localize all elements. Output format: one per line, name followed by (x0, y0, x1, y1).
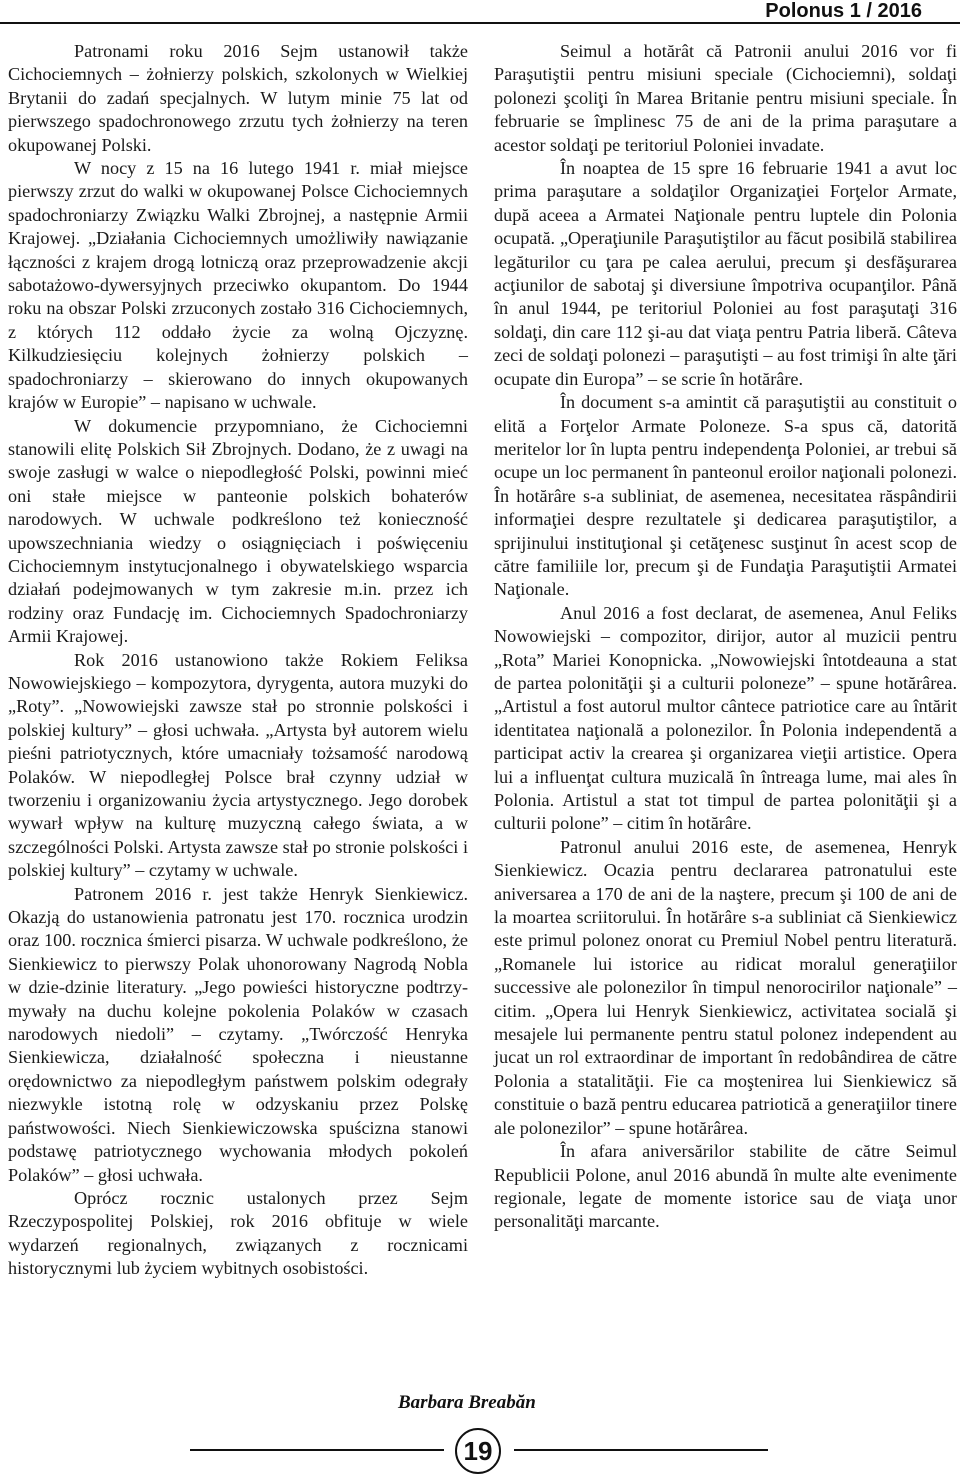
paragraph: În noaptea de 15 spre 16 februarie 1941 a avut loc prima paraşutare a soldaţilor Organizaţiei Forţelor Armate, după aceea a Armatei Naţionale pentru luptele din Polonia ocupată. „Operaţiunile Paraşutiştilor au făcut posibilă stabilirea legăturilor cu ţara pe calea aerului, precum şi desfăşurarea acţiunilor de sabotaj şi diversiune împotriva ocupanţilor. Până în anul 1944, pe teritoriul Poloniei au fost paraşutaţi 316 soldaţi, din care 112 şi-au dat viaţa pentru Patria liberă. Câteva zeci de soldaţi polonezi – paraşutişti – au fost trimişi în alte ţări ocupate din Europa” – se scrie în hotărâre. (494, 158, 957, 389)
paragraph: Seimul a hotărât că Patronii anului 2016 vor fi Paraşutiştii pentru misiuni speciale (Cichociemni), soldaţi polonezi şcoliţi în Marea Britanie pentru misiuni speciale. În februarie se împlinesc 75 de ani de la prima paraşutare a acestor soldaţi pe teritoriul Poloniei invadate. (494, 41, 957, 155)
page-number: 19 (463, 1435, 493, 1466)
romanian-text-column (494, 40, 957, 1234)
paragraph: Rok 2016 ustanowiono także Rokiem Feliksa Nowowiejskiego – kompozytora, dyrygenta, autora muzyki do „Roty”. „Nowowiejski zawsze stał po stronnie polskości i polskiej kultury” – głosi uchwała. „Artysta był autorem wielu pieśni patriotycznych, które umacniały tożsamość narodową Polaków. W niepodległej Polsce brał czynny udział w tworzeniu i organizowaniu życia artystycznego. Jego dorobek wywarł wpływ na kulturę muzyczną całego świata, a w szczególności Polski. Artysta zawsze stał po stronie polskości i polskiej kultury” – czytamy w uchwale. (8, 649, 468, 881)
paragraph: În afara aniversărilor stabilite de către Seimul Republicii Polone, anul 2016 abundă în multe alte evenimente regionale, legate de momente istorice sau de viaţa unor personalităţi marcante. (494, 1141, 957, 1232)
paragraph: Patronul anului 2016 este, de asemenea, Henryk Sienkiewicz. Ocazia pentru declararea patronatului este aniversarea a 170 de ani de la naştere, precum şi 100 de ani de la moartea scriitorului. În hotărâre s-a subliniat că Sienkiewicz este primul polonez onorat cu Premiul Nobel pentru literatură. „Romanele lui istorice au ridicat moralul generaţiilor successive ale polonezilor în timpul nenorocirilor naţionale” – citim. „Opera lui Henryk Sienkiewicz, activitatea socială şi mesajele lui permanente pentru statul polonez independent au jucat un rol extraordinar de important în redobândirea de către Polonia a statalităţii. Fie ca moştenirea lui Sienkiewicz să constituie o bază pentru educarea patriotică a generaţiilor tinere ale polonezilor” – spune hotărârea. (494, 836, 957, 1138)
magazine-issue-title: Polonus 1 / 2016 (765, 0, 922, 22)
author-signature: Barbara Breabăn (398, 1392, 536, 1413)
footer-divider-right (514, 1449, 768, 1451)
paragraph: Oprócz rocznic ustalonych przez Sejm Rzeczypospolitej Polskiej, rok 2016 obfituje w wiele wydarzeń regionalnych, związanych z rocznicami historycznymi lub życiem wybitnych osobistości. (8, 1187, 468, 1279)
paragraph: Anul 2016 a fost declarat, de asemenea, Anul Feliks Nowowiejski – compozitor, dirijor, autor al muzicii pentru „Rota” Mariei Konopnicka. „Nowowiejski întotdeauna a stat de partea polonităţii şi a culturii poloneze” – spune hotărârea. „Artistul a fost autorul multor cântece patriotice care au întărit identitatea naţională a polonezilor. În Polonia independentă a participat activ la crearea şi organizarea vieţii artistice. Opera lui a influenţat cultura muzicală în întreaga lume, mai ales în Polonia. Artistul a stat tot timpul de partea polonităţii şi a culturii polone” – citim în hotărâre. (494, 602, 957, 834)
page-header (0, 0, 960, 26)
header-divider (0, 22, 960, 24)
paragraph: Patronami roku 2016 Sejm ustanowił także Cichociemnych – żołnierzy polskich, szkolonych w Wielkiej Brytanii do zadań specjalnych. W lutym minie 75 lat od pierwszego spadochronowego zrzutu tych żołnierzy na teren okupowanej Polski. (8, 41, 468, 155)
page-number-badge (455, 1428, 501, 1474)
paragraph: În document s-a amintit că paraşutiştii au constituit o elită a Forţelor Armate Poloneze. S-a spus că, datorită meritelor lor în lupta pentru independenţa Poloniei, ar trebui să ocupe un loc permanent în panteonul eroilor naţionali polonezi. În hotărâre s-a subliniat, de asemenea, necesitatea răspândirii informaţiei despre rezultatele şi dedicarea paraşutiştilor, a sprijinului instituţional şi cetăţenesc susţinut în acest scop de către familiile lor, precum şi de Fundaţia Paraşutiştii Armatei Naţionale. (494, 392, 957, 600)
paragraph: Patronem 2016 r. jest także Henryk Sienkiewicz. Okazją do ustanowienia patronatu jest 170. rocznica urodzin oraz 100. rocznica śmierci pisarza. W uchwale podkreślono, że Sienkiewicz to pierwszy Polak uhonorowany Nagrodą Nobla w dzie-dzinie literatury. „Jego powieści historyczne podtrzy-mywały na duchu kolejne pokolenia Polaków w czasach narodowych niedoli” – czytamy. „Twórczość Henryka Sienkiewicza, działalność społeczna i nieustanne orędownictwo za niepodległym państwem polskim odegrały niezwykle istotną rolę w odzyskaniu przez Polskę państwowości. Niech Sienkiewiczowska spuścizna stanowi podstawę patriotycznego wychowania młodych pokoleń Polaków” – głosi uchwała. (8, 883, 468, 1185)
footer-divider-left (190, 1449, 444, 1451)
paragraph: W dokumencie przypomniano, że Cichociemni stanowili elitę Polskich Sił Zbrojnych. Dodano, że z uwagi na swoje zasługi w walce o niepodległość Polski, powinni mieć oni stałe miejsce w panteonie polskich bohaterów narodowych. W uchwale podkreślono też konieczność upowszechniania wiedzy o osiągnięciach i poświęceniu Cichociemnym instytucjonalnego i obywatelskiego wsparcia działań podejmowanych w tym zakresie m.in. przez ich rodziny oraz Fundację im. Cichociemnych Spadochroniarzy Armii Krajowej. (8, 415, 468, 647)
paragraph: W nocy z 15 na 16 lutego 1941 r. miał miejsce pierwszy zrzut do walki w okupowanej Polsce Cichociemnych spadochroniarzy Związku Walki Zbrojnej, a następnie Armii Krajowej. „Działania Cichociemnych umożliwiły nawiązanie łączności z krajem drogą lotniczą oraz przeprowadzenie akcji sabotażowo-dywersyjnych przeciwko okupantom. Do 1944 roku na obszar Polski zrzuconych zostało 316 Cichociemnych, z których 112 oddało życie za wolną Ojczyznę. Kilkudziesięciu kolejnych żołnierzy polskich – spadochroniarzy – skierowano do innych okupowanych krajów w Europie” – napisano w uchwale. (8, 158, 468, 413)
polish-text-column (8, 40, 468, 1281)
